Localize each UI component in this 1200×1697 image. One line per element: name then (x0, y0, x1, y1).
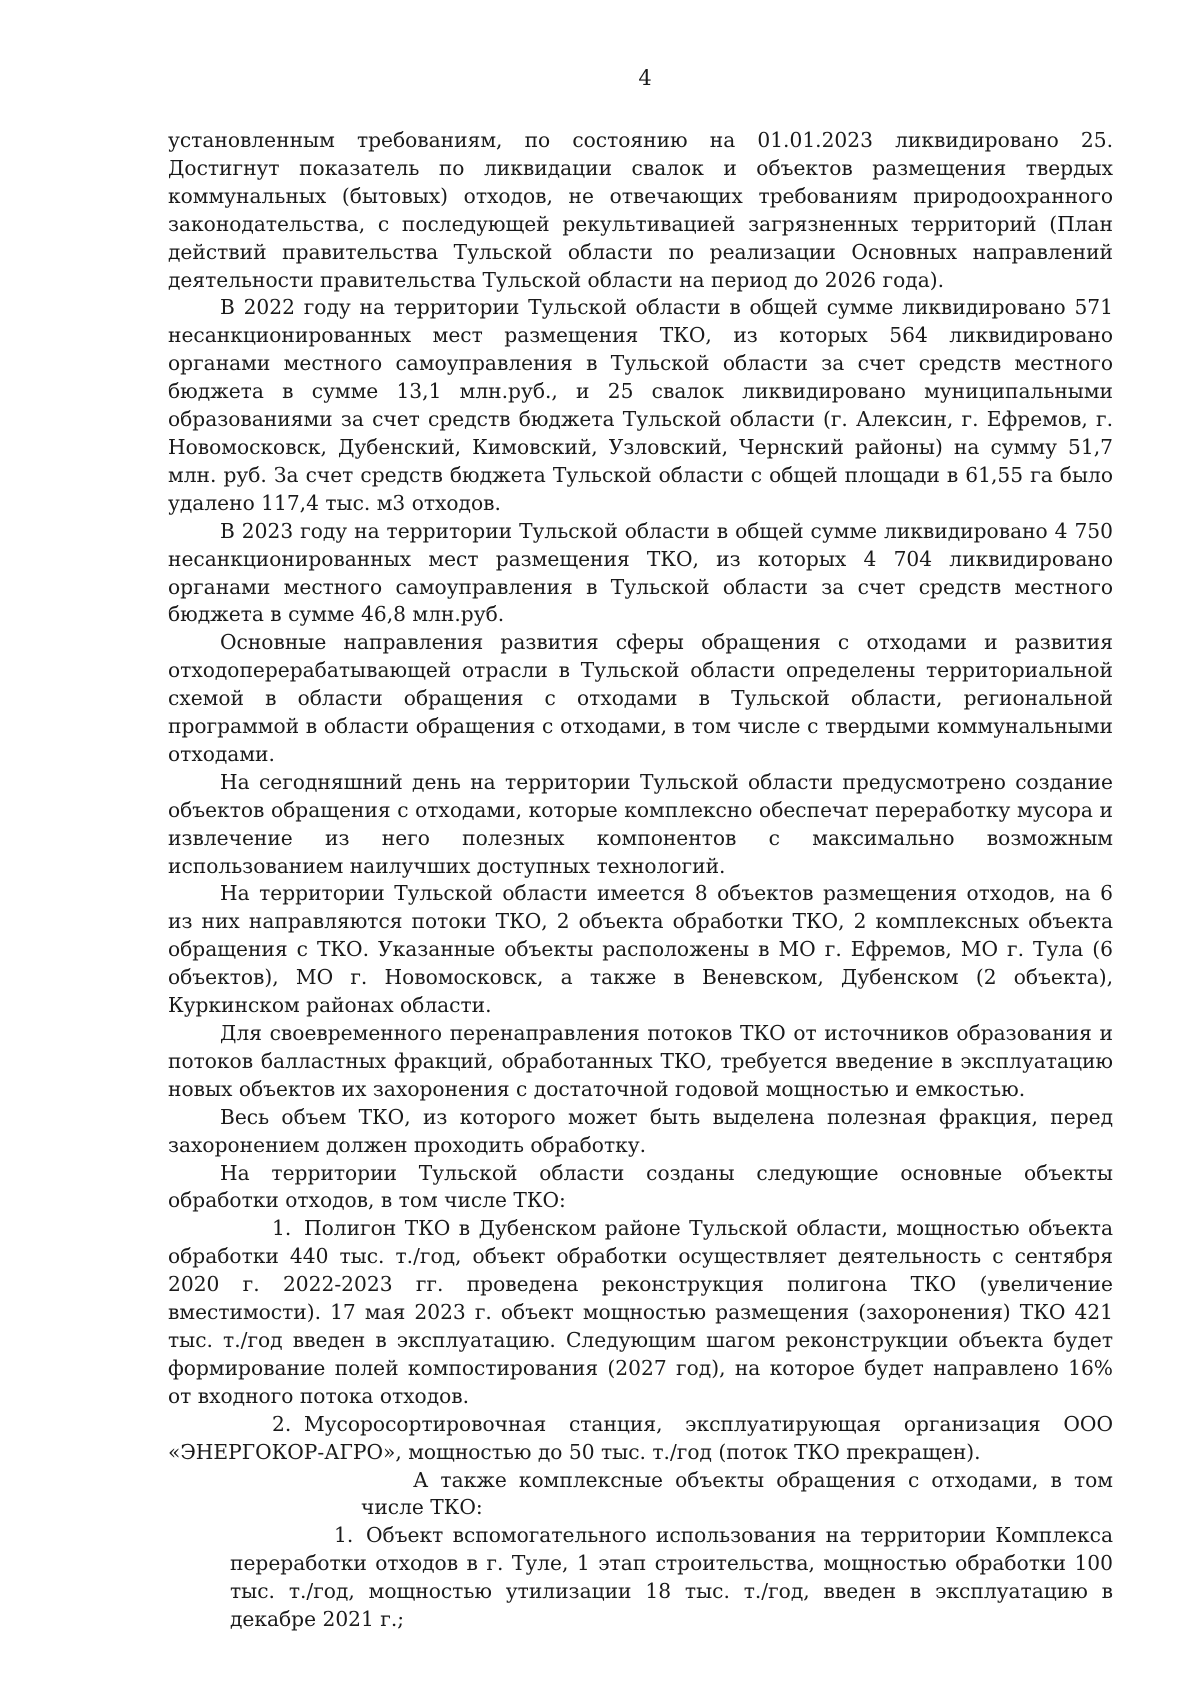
list-item (168, 1411, 1113, 1467)
page-number: 4 (638, 66, 652, 90)
paragraph: В 2022 году на территории Тульской области в общей сумме ликвидировано 571 несанкционированных мест размещения ТКО, из которых 564 ликвидировано органами местного самоуправления в Тульской области за счет средств местного бюджета в сумме 13,1 млн.руб., и 25 свалок ликвидировано муниципальными образованиями за счет средств бюджета Тульской области (г. Алексин, г. Ефремов, г. Новомосковск, Дубенский, Кимовский, Узловский, Чернский районы) на сумму 51,7 млн. руб. За счет средств бюджета Тульской области с общей площади в 61,55 га было удалено 117,4 тыс. м3 отходов. (168, 295, 1113, 515)
paragraph: На сегодняшний день на территории Тульской области предусмотрено создание объектов обращения с отходами, которые комплексно обеспечат переработку мусора и извлечение из него полезных компонентов с максимально возможным использованием наилучших доступных технологий. (168, 769, 1113, 878)
paragraph: На территории Тульской области имеется 8 объектов размещения отходов, на 6 из них направляются потоки ТКО, 2 объекта обработки ТКО, 2 комплексных объекта обращения с ТКО. Указанные объекты расположены в МО г. Ефремов, МО г. Тула (6 объектов), МО г. Новомосковск, а также в Веневском, Дубенском (2 объекта), Куркинском районах области. (168, 881, 1113, 1018)
list-item-text: Полигон ТКО в Дубенском районе Тульской области, мощностью объекта обработки 440 тыс. т./год, объект обработки осуществляет деятельность с сентября 2020 г. 2022-2023 гг. проведена реконструкция полигона ТКО (увеличение вместимости). 17 мая 2023 г. объект мощностью размещения (захоронения) ТКО 421 тыс. т./год введен в эксплуатацию. Следующим шагом реконструкции объекта будет формирование полей компостирования (2027 год), на которое будет направлено 16% от входного потока отходов. (168, 1216, 1113, 1408)
sub-list-item-number: 1. (334, 1523, 354, 1548)
sub-heading: А также комплексные объекты обращения с отходами, в том числе ТКО: (361, 1467, 1113, 1520)
list-item-number: 1. (272, 1216, 292, 1241)
paragraph: установленным требованиям, по состоянию на 01.01.2023 ликвидировано 25. Достигнут показатель по ликвидации свалок и объектов размещения твердых коммунальных (бытовых) отходов, не отвечающих требованиям природоохранного законодательства, с последующей рекультивацией загрязненных территорий (План действий правительства Тульской области по реализации Основных направлений деятельности правительства Тульской области на период до 2026 года). (168, 128, 1113, 292)
list-item-text: Мусоросортировочная станция, эксплуатирующая организация ООО «ЭНЕРГОКОР-АГРО», мощностью до 50 тыс. т./год (поток ТКО прекращен). (168, 1411, 1113, 1464)
paragraph: На территории Тульской области созданы следующие основные объекты обработки отходов, в том числе ТКО: (168, 1160, 1113, 1213)
document-body (168, 127, 1113, 1634)
sub-list-item-text: Объект вспомогательного использования на территории Комплекса переработки отходов в г. Туле, 1 этап строительства, мощностью обработки 100 тыс. т./год, мощностью утилизации 18 тыс. т./год, введен в эксплуатацию в декабре 2021 г.; (230, 1523, 1113, 1632)
list-item-number: 2. (272, 1411, 292, 1436)
list-item (168, 1215, 1113, 1410)
paragraph: Основные направления развития сферы обращения с отходами и развития отходоперерабатывающей отрасли в Тульской области определены территориальной схемой в области обращения с отходами в Тульской области, региональной программой в области обращения с отходами, в том числе с твердыми коммунальными отходами. (168, 630, 1113, 766)
paragraph: В 2023 году на территории Тульской области в общей сумме ликвидировано 4 750 несанкционированных мест размещения ТКО, из которых 4 704 ликвидировано органами местного самоуправления в Тульской области за счет средств местного бюджета в сумме 46,8 млн.руб. (168, 518, 1113, 627)
paragraph: Для своевременного перенаправления потоков ТКО от источников образования и потоков балластных фракций, обработанных ТКО, требуется введение в эксплуатацию новых объектов их захоронения с достаточной годовой мощностью и емкостью. (168, 1021, 1113, 1101)
paragraph: Весь объем ТКО, из которого может быть выделена полезная фракция, перед захоронением должен проходить обработку. (168, 1104, 1113, 1157)
sub-list-item (168, 1522, 1113, 1634)
